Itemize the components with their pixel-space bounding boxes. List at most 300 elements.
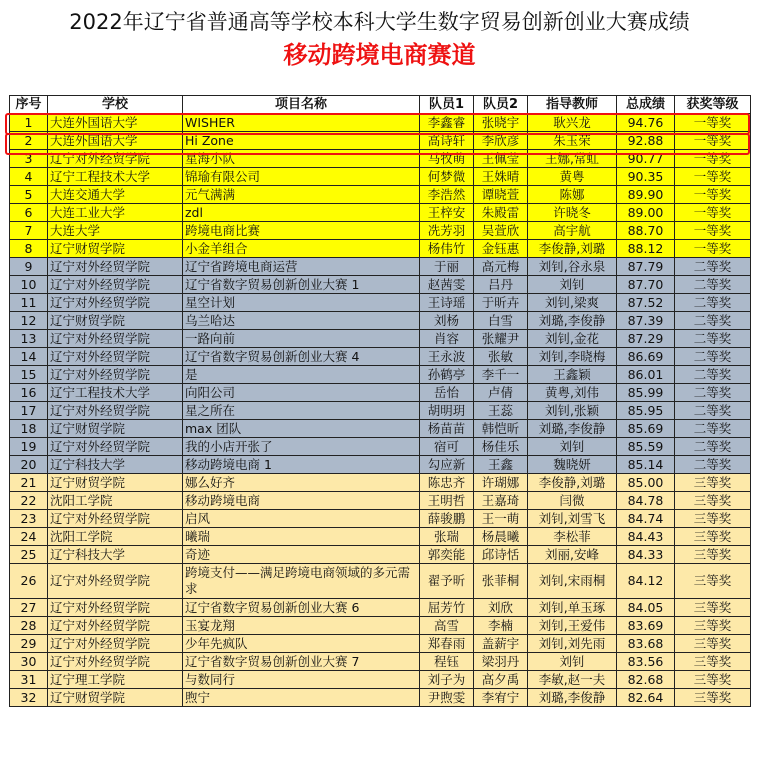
- cell-advisor: 刘璐,李俊静: [528, 312, 617, 330]
- table-row: [10, 132, 751, 150]
- cell-project: WISHER: [183, 114, 420, 132]
- results-table: [9, 95, 751, 707]
- table-row: [10, 186, 751, 204]
- page-subtitle: 移动跨境电商赛道: [283, 41, 476, 69]
- cell-advisor: 刘璐,李俊静: [528, 420, 617, 438]
- cell-score: 84.43: [617, 528, 675, 546]
- cell-award: 三等奖: [675, 653, 751, 671]
- cell-score: 87.29: [617, 330, 675, 348]
- cell-award: 二等奖: [675, 312, 751, 330]
- cell-advisor: 王鑫颖: [528, 366, 617, 384]
- cell-project: 辽宁省数字贸易创新创业大赛 1: [183, 276, 420, 294]
- cell-advisor: 刘钊,金花: [528, 330, 617, 348]
- table-row: [10, 204, 751, 222]
- cell-award: 三等奖: [675, 599, 751, 617]
- cell-member2: 杨佳乐: [474, 438, 528, 456]
- table-row: [10, 617, 751, 635]
- cell-member1: 刘杨: [420, 312, 474, 330]
- cell-member2: 韩恺昕: [474, 420, 528, 438]
- cell-rank: 14: [10, 348, 48, 366]
- cell-school: 辽宁对外经贸学院: [48, 258, 183, 276]
- cell-award: 二等奖: [675, 348, 751, 366]
- cell-project: 娜么好齐: [183, 474, 420, 492]
- cell-score: 88.70: [617, 222, 675, 240]
- cell-member2: 王佩莹: [474, 150, 528, 168]
- header-award: 获奖等级: [675, 96, 751, 114]
- cell-score: 82.64: [617, 689, 675, 707]
- cell-rank: 24: [10, 528, 48, 546]
- cell-score: 83.69: [617, 617, 675, 635]
- cell-school: 大连工业大学: [48, 204, 183, 222]
- cell-advisor: 刘钊,刘雪飞: [528, 510, 617, 528]
- cell-member1: 屈芳竹: [420, 599, 474, 617]
- cell-rank: 4: [10, 168, 48, 186]
- cell-project: 向阳公司: [183, 384, 420, 402]
- cell-score: 84.78: [617, 492, 675, 510]
- cell-member2: 张耀尹: [474, 330, 528, 348]
- cell-school: 大连交通大学: [48, 186, 183, 204]
- cell-award: 一等奖: [675, 240, 751, 258]
- cell-award: 三等奖: [675, 689, 751, 707]
- table-row: [10, 528, 751, 546]
- cell-member1: 翟予昕: [420, 564, 474, 599]
- cell-award: 三等奖: [675, 492, 751, 510]
- cell-score: 86.69: [617, 348, 675, 366]
- cell-project: 辽宁省数字贸易创新创业大赛 4: [183, 348, 420, 366]
- cell-project: zdl: [183, 204, 420, 222]
- table-row: [10, 114, 751, 132]
- cell-rank: 29: [10, 635, 48, 653]
- cell-school: 辽宁科技大学: [48, 456, 183, 474]
- cell-member1: 王梓安: [420, 204, 474, 222]
- cell-advisor: 李俊静,刘璐: [528, 474, 617, 492]
- table-row: [10, 384, 751, 402]
- cell-award: 三等奖: [675, 474, 751, 492]
- cell-project: 小金羊组合: [183, 240, 420, 258]
- cell-member1: 王明哲: [420, 492, 474, 510]
- cell-rank: 8: [10, 240, 48, 258]
- cell-member2: 王蕊: [474, 402, 528, 420]
- cell-member2: 邱诗恬: [474, 546, 528, 564]
- header-member1: 队员1: [420, 96, 474, 114]
- cell-school: 辽宁对外经贸学院: [48, 653, 183, 671]
- cell-award: 一等奖: [675, 186, 751, 204]
- table-row: [10, 689, 751, 707]
- table-row: [10, 510, 751, 528]
- cell-award: 三等奖: [675, 617, 751, 635]
- cell-score: 83.68: [617, 635, 675, 653]
- table-row: [10, 312, 751, 330]
- cell-score: 83.56: [617, 653, 675, 671]
- cell-rank: 28: [10, 617, 48, 635]
- cell-member2: 金钰惠: [474, 240, 528, 258]
- cell-score: 89.90: [617, 186, 675, 204]
- cell-member1: 肖容: [420, 330, 474, 348]
- cell-award: 三等奖: [675, 528, 751, 546]
- cell-project: 一路向前: [183, 330, 420, 348]
- cell-award: 二等奖: [675, 366, 751, 384]
- cell-school: 辽宁对外经贸学院: [48, 276, 183, 294]
- cell-member2: 盖薪宇: [474, 635, 528, 653]
- cell-award: 二等奖: [675, 258, 751, 276]
- cell-award: 二等奖: [675, 330, 751, 348]
- cell-advisor: 王娜,常虹: [528, 150, 617, 168]
- cell-advisor: 魏晓妍: [528, 456, 617, 474]
- cell-advisor: 闫微: [528, 492, 617, 510]
- cell-project: 跨境电商比赛: [183, 222, 420, 240]
- table-row: [10, 276, 751, 294]
- table-row: [10, 240, 751, 258]
- cell-project: 我的小店开张了: [183, 438, 420, 456]
- cell-project: 星空计划: [183, 294, 420, 312]
- cell-advisor: 刘钊,单玉琢: [528, 599, 617, 617]
- cell-project: 少年先疯队: [183, 635, 420, 653]
- cell-score: 85.00: [617, 474, 675, 492]
- cell-member1: 赵茜雯: [420, 276, 474, 294]
- cell-score: 87.52: [617, 294, 675, 312]
- cell-rank: 1: [10, 114, 48, 132]
- table-row: [10, 348, 751, 366]
- cell-score: 87.39: [617, 312, 675, 330]
- cell-score: 82.68: [617, 671, 675, 689]
- cell-member2: 张敏: [474, 348, 528, 366]
- cell-school: 辽宁工程技术大学: [48, 384, 183, 402]
- table-row: [10, 222, 751, 240]
- cell-member2: 李宥宁: [474, 689, 528, 707]
- cell-advisor: 刘璐,李俊静: [528, 689, 617, 707]
- cell-project: 锦瑜有限公司: [183, 168, 420, 186]
- cell-school: 辽宁财贸学院: [48, 312, 183, 330]
- cell-member2: 高夕禹: [474, 671, 528, 689]
- cell-advisor: 李俊静,刘璐: [528, 240, 617, 258]
- cell-award: 一等奖: [675, 222, 751, 240]
- header-score: 总成绩: [617, 96, 675, 114]
- cell-project: Hi Zone: [183, 132, 420, 150]
- table-row: [10, 366, 751, 384]
- cell-project: 辽宁省跨境电商运营: [183, 258, 420, 276]
- cell-score: 90.77: [617, 150, 675, 168]
- cell-score: 84.12: [617, 564, 675, 599]
- cell-member2: 吴萱欣: [474, 222, 528, 240]
- cell-member1: 郑春雨: [420, 635, 474, 653]
- cell-rank: 31: [10, 671, 48, 689]
- page-title: 2022年辽宁省普通高等学校本科大学生数字贸易创新创业大赛成绩: [69, 10, 690, 34]
- table-row: [10, 294, 751, 312]
- cell-member1: 杨苗苗: [420, 420, 474, 438]
- cell-member1: 尹煦雯: [420, 689, 474, 707]
- cell-rank: 21: [10, 474, 48, 492]
- table-row: [10, 492, 751, 510]
- cell-advisor: 陈娜: [528, 186, 617, 204]
- cell-award: 二等奖: [675, 420, 751, 438]
- cell-project: 移动跨境电商 1: [183, 456, 420, 474]
- cell-award: 一等奖: [675, 132, 751, 150]
- cell-rank: 17: [10, 402, 48, 420]
- cell-award: 二等奖: [675, 294, 751, 312]
- cell-advisor: 高宇航: [528, 222, 617, 240]
- cell-project: 移动跨境电商: [183, 492, 420, 510]
- cell-school: 辽宁财贸学院: [48, 420, 183, 438]
- cell-advisor: 刘钊,刘先雨: [528, 635, 617, 653]
- cell-award: 二等奖: [675, 384, 751, 402]
- cell-member2: 张菲桐: [474, 564, 528, 599]
- table-row: [10, 635, 751, 653]
- cell-member2: 王姝晴: [474, 168, 528, 186]
- cell-school: 辽宁对外经贸学院: [48, 510, 183, 528]
- cell-score: 84.74: [617, 510, 675, 528]
- cell-member1: 孙鹤亭: [420, 366, 474, 384]
- cell-advisor: 刘钊,李晓梅: [528, 348, 617, 366]
- cell-score: 90.35: [617, 168, 675, 186]
- cell-award: 二等奖: [675, 438, 751, 456]
- cell-member1: 陈忠齐: [420, 474, 474, 492]
- cell-member1: 何梦微: [420, 168, 474, 186]
- cell-member1: 宿可: [420, 438, 474, 456]
- cell-member2: 王嘉琦: [474, 492, 528, 510]
- cell-rank: 12: [10, 312, 48, 330]
- cell-member2: 张晓宇: [474, 114, 528, 132]
- table-row: [10, 402, 751, 420]
- cell-member1: 王永波: [420, 348, 474, 366]
- cell-school: 辽宁财贸学院: [48, 689, 183, 707]
- cell-advisor: 耿兴龙: [528, 114, 617, 132]
- cell-school: 辽宁对外经贸学院: [48, 402, 183, 420]
- cell-project: 玉宴龙翔: [183, 617, 420, 635]
- cell-member1: 王诗瑶: [420, 294, 474, 312]
- cell-advisor: 刘钊,谷永泉: [528, 258, 617, 276]
- table-row: [10, 456, 751, 474]
- cell-member2: 李千一: [474, 366, 528, 384]
- cell-award: 二等奖: [675, 456, 751, 474]
- cell-member2: 于昕卉: [474, 294, 528, 312]
- cell-project: 辽宁省数字贸易创新创业大赛 7: [183, 653, 420, 671]
- cell-rank: 25: [10, 546, 48, 564]
- table-header-row: [10, 96, 751, 114]
- cell-advisor: 刘钊,张颖: [528, 402, 617, 420]
- cell-member2: 李欣彦: [474, 132, 528, 150]
- cell-member2: 谭晓萱: [474, 186, 528, 204]
- cell-advisor: 刘钊,梁爽: [528, 294, 617, 312]
- cell-rank: 10: [10, 276, 48, 294]
- header-rank: 序号: [10, 96, 48, 114]
- cell-school: 辽宁对外经贸学院: [48, 438, 183, 456]
- cell-member2: 刘欣: [474, 599, 528, 617]
- cell-advisor: 刘钊,王爱伟: [528, 617, 617, 635]
- cell-member1: 薛骏鹏: [420, 510, 474, 528]
- cell-member1: 马牧萌: [420, 150, 474, 168]
- cell-member1: 郭奕能: [420, 546, 474, 564]
- cell-score: 92.88: [617, 132, 675, 150]
- cell-project: max 团队: [183, 420, 420, 438]
- cell-score: 89.00: [617, 204, 675, 222]
- cell-project: 星之所在: [183, 402, 420, 420]
- cell-school: 辽宁财贸学院: [48, 474, 183, 492]
- cell-member1: 李浩然: [420, 186, 474, 204]
- cell-school: 辽宁理工学院: [48, 671, 183, 689]
- cell-school: 辽宁财贸学院: [48, 240, 183, 258]
- cell-award: 三等奖: [675, 564, 751, 599]
- cell-member1: 张瑞: [420, 528, 474, 546]
- cell-school: 辽宁对外经贸学院: [48, 564, 183, 599]
- cell-rank: 5: [10, 186, 48, 204]
- cell-school: 大连外国语大学: [48, 132, 183, 150]
- cell-score: 85.59: [617, 438, 675, 456]
- cell-score: 85.99: [617, 384, 675, 402]
- table-row: [10, 330, 751, 348]
- cell-project: 曦瑞: [183, 528, 420, 546]
- cell-project: 奇迹: [183, 546, 420, 564]
- cell-advisor: 黄粤,刘伟: [528, 384, 617, 402]
- cell-award: 三等奖: [675, 510, 751, 528]
- table-row: [10, 599, 751, 617]
- cell-rank: 32: [10, 689, 48, 707]
- cell-award: 一等奖: [675, 204, 751, 222]
- cell-rank: 22: [10, 492, 48, 510]
- cell-advisor: 李敏,赵一夫: [528, 671, 617, 689]
- table-row: [10, 474, 751, 492]
- cell-project: 乌兰哈达: [183, 312, 420, 330]
- cell-rank: 26: [10, 564, 48, 599]
- cell-rank: 18: [10, 420, 48, 438]
- table-row: [10, 564, 751, 599]
- cell-rank: 20: [10, 456, 48, 474]
- cell-project: 是: [183, 366, 420, 384]
- cell-award: 三等奖: [675, 546, 751, 564]
- cell-award: 三等奖: [675, 671, 751, 689]
- cell-member1: 高雪: [420, 617, 474, 635]
- cell-member1: 岳怡: [420, 384, 474, 402]
- cell-member2: 吕丹: [474, 276, 528, 294]
- cell-project: 启风: [183, 510, 420, 528]
- header-member2: 队员2: [474, 96, 528, 114]
- cell-member2: 朱殿雷: [474, 204, 528, 222]
- cell-award: 一等奖: [675, 114, 751, 132]
- cell-rank: 7: [10, 222, 48, 240]
- cell-rank: 23: [10, 510, 48, 528]
- cell-project: 与数同行: [183, 671, 420, 689]
- cell-score: 94.76: [617, 114, 675, 132]
- cell-school: 辽宁对外经贸学院: [48, 599, 183, 617]
- cell-member1: 李鑫睿: [420, 114, 474, 132]
- cell-advisor: 刘钊: [528, 276, 617, 294]
- table-row: [10, 671, 751, 689]
- cell-advisor: 刘丽,安峰: [528, 546, 617, 564]
- cell-member1: 勾应新: [420, 456, 474, 474]
- cell-member2: 李楠: [474, 617, 528, 635]
- cell-member2: 梁羽丹: [474, 653, 528, 671]
- cell-score: 87.79: [617, 258, 675, 276]
- cell-advisor: 许晓冬: [528, 204, 617, 222]
- cell-award: 三等奖: [675, 635, 751, 653]
- cell-advisor: 刘钊: [528, 653, 617, 671]
- cell-member1: 高诗轩: [420, 132, 474, 150]
- cell-score: 87.70: [617, 276, 675, 294]
- cell-school: 辽宁科技大学: [48, 546, 183, 564]
- cell-rank: 3: [10, 150, 48, 168]
- cell-project: 跨境支付——满足跨境电商领域的多元需求: [183, 564, 420, 599]
- cell-member1: 刘子为: [420, 671, 474, 689]
- cell-member2: 许瑚娜: [474, 474, 528, 492]
- cell-score: 85.95: [617, 402, 675, 420]
- header-project: 项目名称: [183, 96, 420, 114]
- cell-project: 星海小队: [183, 150, 420, 168]
- header-school: 学校: [48, 96, 183, 114]
- cell-score: 85.14: [617, 456, 675, 474]
- cell-school: 辽宁对外经贸学院: [48, 617, 183, 635]
- cell-score: 86.01: [617, 366, 675, 384]
- cell-award: 二等奖: [675, 276, 751, 294]
- table-row: [10, 258, 751, 276]
- table-row: [10, 168, 751, 186]
- cell-score: 84.33: [617, 546, 675, 564]
- cell-score: 85.69: [617, 420, 675, 438]
- cell-school: 辽宁对外经贸学院: [48, 150, 183, 168]
- cell-school: 辽宁对外经贸学院: [48, 348, 183, 366]
- cell-award: 一等奖: [675, 150, 751, 168]
- cell-rank: 19: [10, 438, 48, 456]
- cell-award: 二等奖: [675, 402, 751, 420]
- cell-rank: 6: [10, 204, 48, 222]
- cell-member2: 王鑫: [474, 456, 528, 474]
- table-row: [10, 653, 751, 671]
- cell-school: 沈阳工学院: [48, 492, 183, 510]
- cell-rank: 9: [10, 258, 48, 276]
- table-row: [10, 150, 751, 168]
- cell-school: 辽宁对外经贸学院: [48, 635, 183, 653]
- cell-member2: 杨晨曦: [474, 528, 528, 546]
- cell-member1: 冼芳羽: [420, 222, 474, 240]
- cell-award: 一等奖: [675, 168, 751, 186]
- cell-advisor: 李松菲: [528, 528, 617, 546]
- cell-member1: 胡明玥: [420, 402, 474, 420]
- cell-school: 辽宁对外经贸学院: [48, 330, 183, 348]
- cell-member2: 白雪: [474, 312, 528, 330]
- cell-member1: 于丽: [420, 258, 474, 276]
- cell-member2: 王一萌: [474, 510, 528, 528]
- cell-rank: 27: [10, 599, 48, 617]
- cell-advisor: 刘钊: [528, 438, 617, 456]
- table-row: [10, 546, 751, 564]
- cell-rank: 2: [10, 132, 48, 150]
- cell-advisor: 黄粤: [528, 168, 617, 186]
- table-row: [10, 438, 751, 456]
- header-advisor: 指导教师: [528, 96, 617, 114]
- cell-school: 辽宁工程技术大学: [48, 168, 183, 186]
- cell-rank: 11: [10, 294, 48, 312]
- cell-member1: 杨伟竹: [420, 240, 474, 258]
- cell-school: 大连大学: [48, 222, 183, 240]
- cell-rank: 15: [10, 366, 48, 384]
- cell-member2: 卢倩: [474, 384, 528, 402]
- cell-school: 大连外国语大学: [48, 114, 183, 132]
- cell-school: 辽宁对外经贸学院: [48, 366, 183, 384]
- cell-rank: 16: [10, 384, 48, 402]
- cell-school: 沈阳工学院: [48, 528, 183, 546]
- cell-project: 元气满满: [183, 186, 420, 204]
- cell-rank: 30: [10, 653, 48, 671]
- cell-score: 88.12: [617, 240, 675, 258]
- cell-project: 辽宁省数字贸易创新创业大赛 6: [183, 599, 420, 617]
- cell-school: 辽宁对外经贸学院: [48, 294, 183, 312]
- cell-rank: 13: [10, 330, 48, 348]
- cell-advisor: 刘钊,宋雨桐: [528, 564, 617, 599]
- cell-member1: 程钰: [420, 653, 474, 671]
- cell-project: 煦宁: [183, 689, 420, 707]
- cell-member2: 高元梅: [474, 258, 528, 276]
- table-row: [10, 420, 751, 438]
- cell-advisor: 朱玉荣: [528, 132, 617, 150]
- cell-score: 84.05: [617, 599, 675, 617]
